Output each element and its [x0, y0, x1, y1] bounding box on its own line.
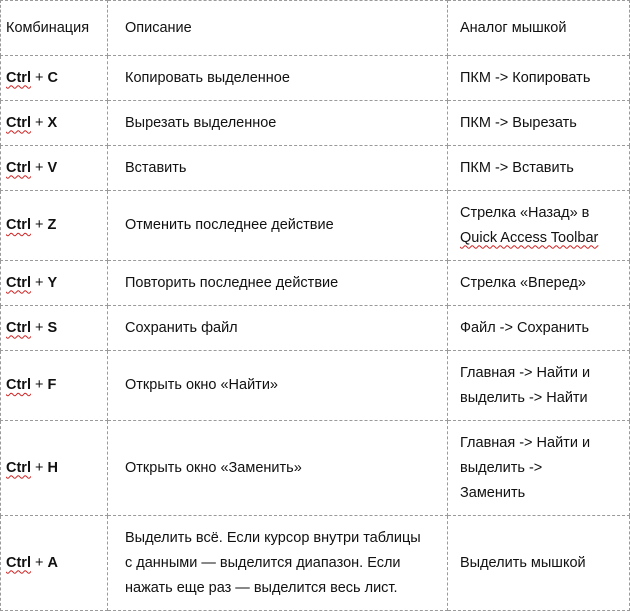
letter-key: A — [47, 554, 58, 571]
mouse-analog-cell — [448, 191, 630, 261]
ctrl-key: Ctrl — [6, 217, 31, 233]
ctrl-key: Ctrl — [6, 554, 31, 571]
table-row — [1, 306, 630, 351]
ctrl-key: Ctrl — [6, 114, 31, 131]
letter-key: V — [47, 159, 58, 176]
mouse-analog-cell — [448, 421, 630, 516]
plus-sign: + — [30, 554, 48, 571]
header-row — [1, 1, 630, 56]
description-cell: Копировать выделенное — [108, 56, 448, 101]
ctrl-key: Ctrl — [6, 274, 31, 291]
description-cell: Вырезать выделенное — [108, 101, 448, 146]
ctrl-key: Ctrl — [6, 459, 31, 476]
table-row — [1, 101, 630, 146]
shortcut-cell — [1, 516, 108, 611]
mouse-analog-line: Стрелка «Назад» в — [460, 204, 590, 221]
table-row — [1, 421, 630, 516]
table-row — [1, 56, 630, 101]
header-description: Описание — [108, 1, 448, 56]
mouse-analog-cell: Файл -> Сохранить — [448, 306, 630, 351]
plus-sign: + — [30, 377, 48, 393]
mouse-analog-cell: ПКМ -> Копировать — [448, 56, 630, 101]
shortcut-cell — [1, 101, 108, 146]
letter-key: X — [47, 114, 58, 131]
description-cell: Повторить последнее действие — [108, 261, 448, 306]
mouse-analog-line: Главная -> Найти и — [460, 434, 591, 451]
letter-key: S — [47, 319, 58, 336]
shortcut-cell — [1, 351, 108, 421]
description-line: нажать еще раз — выделится весь лист. — [125, 579, 398, 596]
table-row — [1, 351, 630, 421]
shortcut-cell — [1, 261, 108, 306]
plus-sign: + — [30, 69, 48, 86]
table-row — [1, 146, 630, 191]
mouse-analog-cell: ПКМ -> Вырезать — [448, 101, 630, 146]
header-combination: Комбинация — [1, 1, 108, 56]
mouse-analog-cell — [448, 351, 630, 421]
ctrl-key: Ctrl — [6, 377, 31, 393]
table-row — [1, 191, 630, 261]
shortcut-cell — [1, 56, 108, 101]
mouse-analog-line: Заменить — [460, 484, 526, 501]
plus-sign: + — [30, 274, 48, 291]
mouse-analog-line: выделить -> Найти — [460, 389, 588, 406]
mouse-analog-line: Главная -> Найти и — [460, 364, 591, 381]
description-cell: Отменить последнее действие — [108, 191, 448, 261]
description-cell: Вставить — [108, 146, 448, 191]
mouse-analog-line: выделить -> — [460, 459, 543, 476]
letter-key: H — [47, 459, 58, 476]
shortcut-cell — [1, 421, 108, 516]
mouse-analog-line: Quick Access Toolbar — [460, 229, 599, 246]
ctrl-key: Ctrl — [6, 69, 31, 86]
ctrl-key: Ctrl — [6, 159, 31, 176]
description-line: с данными — выделится диапазон. Если — [125, 554, 401, 571]
description-cell — [108, 516, 448, 611]
plus-sign: + — [30, 114, 48, 131]
header-mouse-analog: Аналог мышкой — [448, 1, 630, 56]
plus-sign: + — [30, 459, 48, 476]
description-cell: Открыть окно «Заменить» — [108, 421, 448, 516]
shortcut-cell — [1, 146, 108, 191]
table-row — [1, 516, 630, 611]
letter-key: Z — [47, 217, 57, 233]
plus-sign: + — [30, 319, 48, 336]
shortcut-cell — [1, 191, 108, 261]
letter-key: C — [47, 69, 58, 86]
table-row — [1, 261, 630, 306]
letter-key: Y — [47, 274, 58, 291]
description-cell: Открыть окно «Найти» — [108, 351, 448, 421]
description-line: Выделить всё. Если курсор внутри таблицы — [125, 529, 421, 546]
plus-sign: + — [30, 159, 48, 176]
shortcut-cell — [1, 306, 108, 351]
plus-sign: + — [30, 217, 48, 233]
description-cell: Сохранить файл — [108, 306, 448, 351]
mouse-analog-cell: Стрелка «Вперед» — [448, 261, 630, 306]
ctrl-key: Ctrl — [6, 319, 31, 336]
mouse-analog-cell: Выделить мышкой — [448, 516, 630, 611]
mouse-analog-cell: ПКМ -> Вставить — [448, 146, 630, 191]
letter-key: F — [47, 377, 57, 393]
